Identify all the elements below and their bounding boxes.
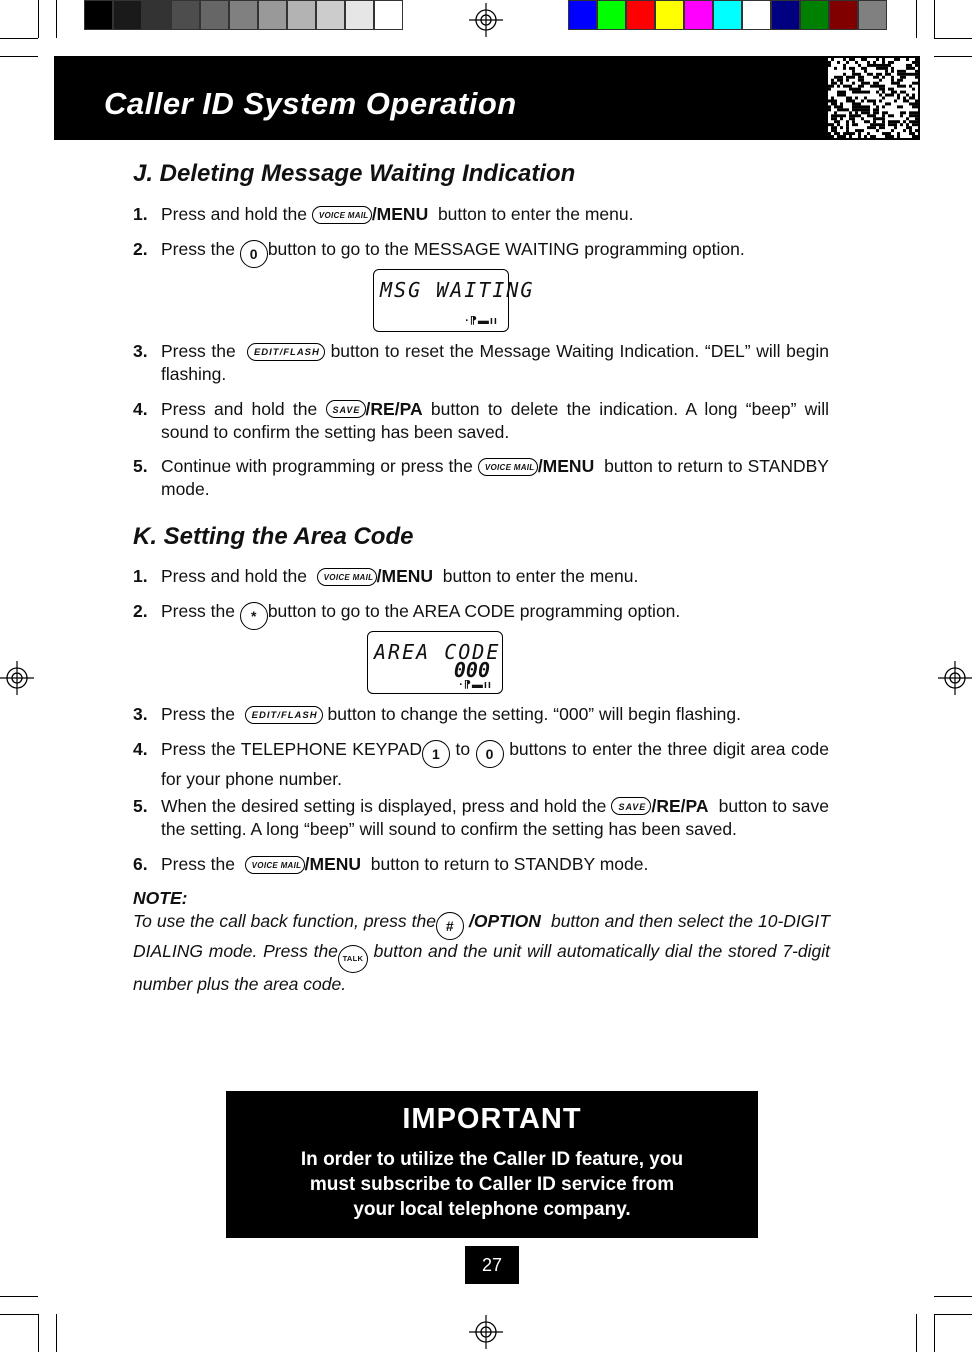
step-number: 5. <box>133 796 148 816</box>
gray-swatch <box>287 0 316 30</box>
lcd-line-2: 000 <box>453 658 490 682</box>
step-k-6: 6. Press the VOICE MAIL /MENU button to return to STANDBY mode. <box>133 854 649 874</box>
note-heading: NOTE: <box>133 888 188 908</box>
gray-swatch <box>374 0 403 30</box>
step-k-1: 1. Press and hold the VOICE MAIL /MENU button to enter the menu. <box>133 566 639 586</box>
color-swatch <box>800 0 829 30</box>
gray-swatch <box>84 0 113 30</box>
voice-mail-button[interactable]: VOICE MAIL <box>317 568 377 586</box>
color-swatch <box>568 0 597 30</box>
step-number: 1. <box>133 204 148 224</box>
key-1-button[interactable]: 1 <box>422 740 450 768</box>
step-number: 1. <box>133 566 148 586</box>
color-swatch <box>742 0 771 30</box>
registration-mark-top <box>469 3 503 37</box>
color-swatch <box>858 0 887 30</box>
lcd-display-msg-waiting <box>373 269 535 332</box>
registration-mark-right <box>938 661 972 695</box>
step-k-3: 3. Press the EDIT/FLASH button to change the setting. “000” will begin flashing. <box>133 704 742 724</box>
gray-swatch <box>200 0 229 30</box>
step-k-4: 4. Press the TELEPHONE KEYPAD 1 to 0 buttons to enter the three digit area code for your phone number. <box>133 739 830 789</box>
important-heading: IMPORTANT <box>402 1103 582 1135</box>
gray-swatch <box>345 0 374 30</box>
step-j-1: 1. Press and hold the VOICE MAIL /MENU button to enter the menu. <box>133 204 634 224</box>
edit-flash-button[interactable]: EDIT/FLASH <box>245 706 323 724</box>
step-number: 3. <box>133 341 148 361</box>
step-j-2: 2. Press the 0 button to go to the MESSAGE WAITING programming option. <box>133 238 829 268</box>
color-swatch <box>655 0 684 30</box>
color-swatch <box>771 0 800 30</box>
qr-code-icon <box>828 58 918 138</box>
step-k-2: 2. Press the * button to go to the AREA CODE programming option. <box>133 600 829 630</box>
color-swatch <box>829 0 858 30</box>
lcd-status-icons: ·⁋▬ıı <box>465 315 498 327</box>
page-number: 27 <box>465 1246 519 1284</box>
step-number: 2. <box>133 601 148 621</box>
gray-swatch <box>258 0 287 30</box>
lcd-status-icons: ·⁋▬ıı <box>459 679 492 691</box>
talk-button[interactable]: TALK <box>338 945 368 973</box>
step-number: 2. <box>133 239 148 259</box>
section-title-k: K. Setting the Area Code <box>133 523 414 550</box>
step-number: 3. <box>133 704 148 724</box>
step-k-5: 5. When the desired setting is displayed, press and hold the SAVE /RE/PA button to save the setting. A long “beep” will sound to confirm the setting has been saved. <box>133 796 829 839</box>
voice-mail-button[interactable]: VOICE MAIL <box>312 206 372 224</box>
gray-swatch <box>113 0 142 30</box>
voice-mail-button[interactable]: VOICE MAIL <box>245 856 305 874</box>
gray-swatch <box>229 0 258 30</box>
important-body: In order to utilize the Caller ID feature, you must subscribe to Caller ID service from your local telephone company. <box>300 1149 684 1220</box>
step-number: 4. <box>133 739 148 759</box>
step-j-4: 4. Press and hold the SAVE /RE/PA button to delete the indication. A long “beep” will sound to confirm the setting has been saved. <box>133 399 829 442</box>
color-swatch <box>713 0 742 30</box>
section-title-j: J. Deleting Message Waiting Indication <box>133 160 576 187</box>
lcd-display-area-code <box>367 631 503 694</box>
step-number: 6. <box>133 854 148 874</box>
step-j-3: 3. Press the EDIT/FLASH button to reset the Message Waiting Indication. “DEL” will begin flashing. <box>133 341 829 384</box>
voice-mail-button[interactable]: VOICE MAIL <box>478 458 538 476</box>
key-star-button[interactable]: * <box>240 602 268 630</box>
edit-flash-button[interactable]: EDIT/FLASH <box>247 343 325 361</box>
registration-mark-bottom <box>469 1315 503 1349</box>
gray-swatch <box>171 0 200 30</box>
key-0-button[interactable]: 0 <box>240 240 268 268</box>
save-button[interactable]: SAVE <box>611 797 651 815</box>
color-swatch <box>597 0 626 30</box>
registration-mark-left <box>0 661 34 695</box>
save-button[interactable]: SAVE <box>326 400 366 418</box>
page-title: Caller ID System Operation <box>104 86 517 121</box>
color-swatch <box>684 0 713 30</box>
note: NOTE: To use the call back function, press the # /OPTION button and then select the 10-DIGIT DIALING mode. Press the TALK button and the unit will automatically dial the stored 7-digit number plus the area code. <box>133 888 830 994</box>
step-number: 5. <box>133 456 148 476</box>
lcd-line-1: AREA CODE <box>374 640 501 664</box>
step-number: 4. <box>133 399 148 419</box>
lcd-line-1: MSG WAITING <box>380 278 535 302</box>
gray-swatch <box>142 0 171 30</box>
gray-swatch <box>316 0 345 30</box>
important-notice-box <box>226 1091 758 1238</box>
key-hash-button[interactable]: # <box>436 912 464 940</box>
key-0-button[interactable]: 0 <box>476 740 504 768</box>
color-swatch <box>626 0 655 30</box>
step-j-5: 5. Continue with programming or press the VOICE MAIL /MENU button to return to STANDBY mode. <box>133 456 829 499</box>
